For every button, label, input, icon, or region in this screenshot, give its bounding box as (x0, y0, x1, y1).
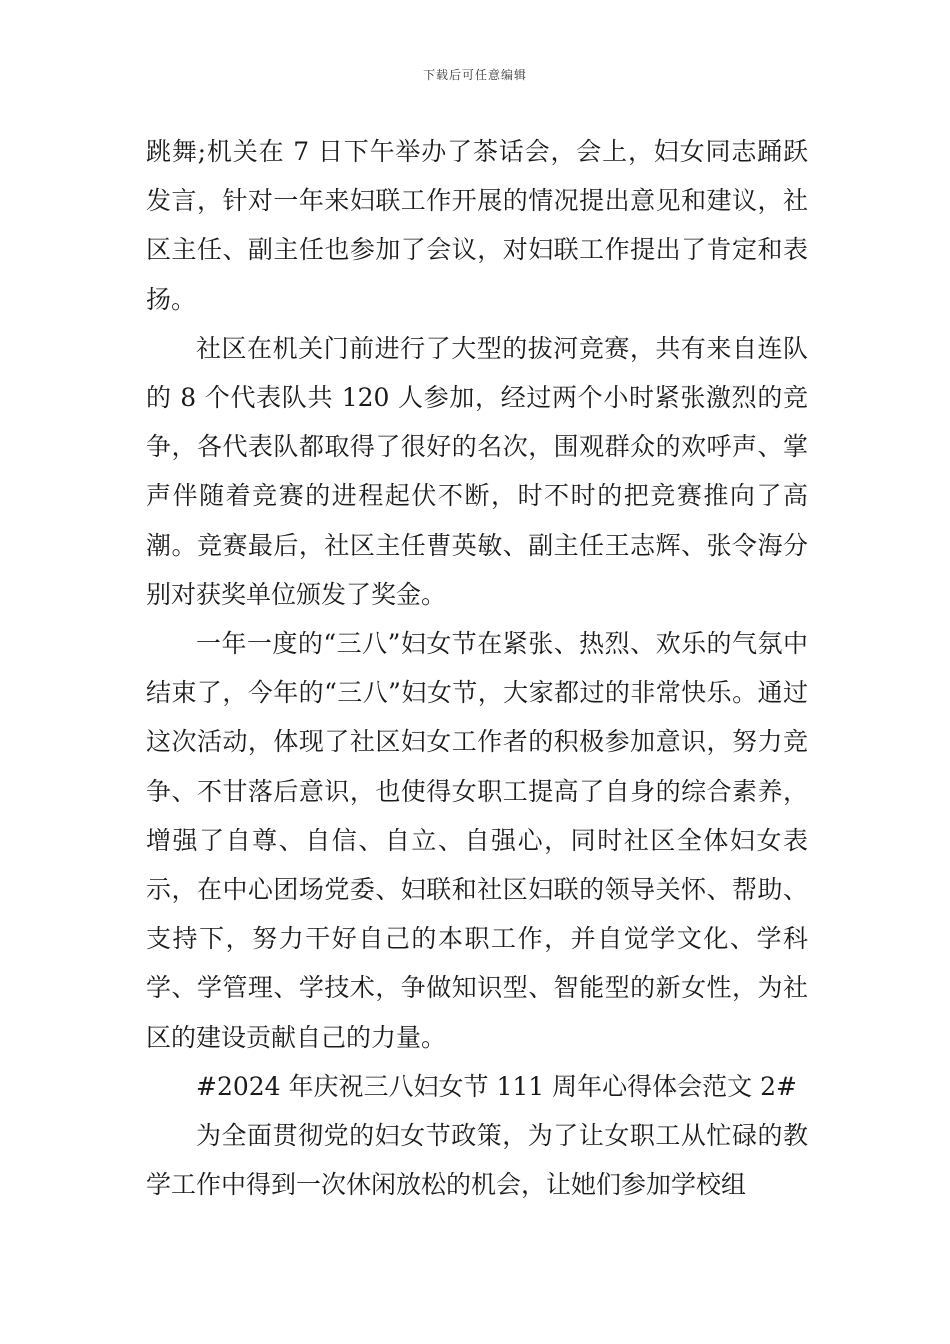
page-header: 下载后可任意编辑 (422, 68, 527, 82)
section-heading: #2024 年庆祝三八妇女节 111 周年心得体会范文 2# (196, 1071, 797, 1101)
paragraph-1: 跳舞;机关在 7 日下午举办了茶话会，会上，妇女同志踊跃发言，针对一年来妇联工作开展的情况提出意见和建议，社区主任、副主任也参加了会议，对妇联工作提出了肯定和表扬。 (146, 137, 808, 314)
paragraph-2: 社区在机关门前进行了大型的拔河竞赛，共有来自连队的 8 个代表队共 120 人参加，经过两个小时紧张激烈的竞争，各代表队都取得了很好的名次，围观群众的欢呼声、掌声伴随着竞赛的进程起伏不断，时不时的把竞赛推向了高潮。竞赛最后，社区主任曹英敏、副主任王志辉、张令海分别对获奖单位颁发了奖金。 (146, 333, 808, 609)
document-body (146, 127, 808, 1209)
paragraph-4: 为全面贯彻党的妇女节政策，为了让女职工从忙碌的教学工作中得到一次休闲放松的机会，让她们参加学校组 (146, 1121, 808, 1200)
paragraph-3: 一年一度的“三八”妇女节在紧张、热烈、欢乐的气氛中结束了，今年的“三八”妇女节，大家都过的非常快乐。通过这次活动，体现了社区妇女工作者的积极参加意识，努力竞争、不甘落后意识，也使得女职工提高了自身的综合素养，增强了自尊、自信、自立、自强心，同时社区全体妇女表示，在中心团场党委、妇联和社区妇联的领导关怀、帮助、支持下，努力干好自己的本职工作，并自觉学文化、学科学、学管理、学技术，争做知识型、智能型的新女性，为社区的建设贡献自己的力量。 (146, 629, 808, 1052)
